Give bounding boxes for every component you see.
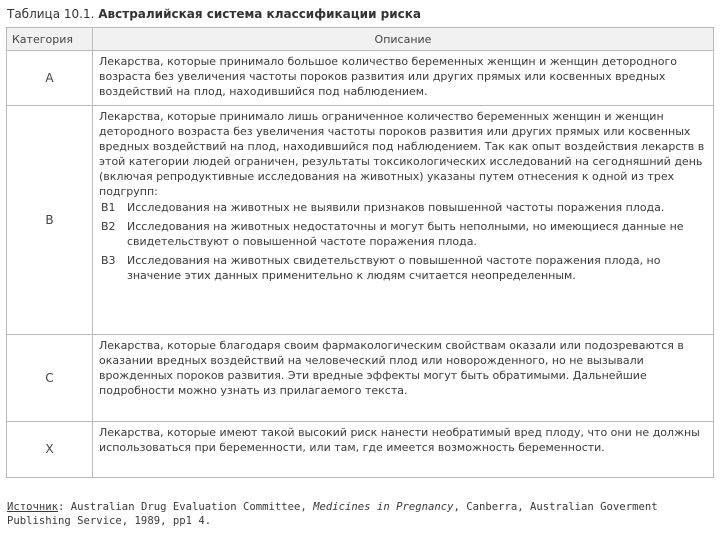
category-cell: B [7,106,93,335]
description-cell [93,51,714,106]
source-suffix: , Canberra, Australian Goverment Publishing Service, 1989, pp1 4. [7,501,658,527]
header-category: Категория [7,28,93,51]
subgroup-list [99,200,705,283]
subgroup-item [99,200,705,215]
description-cell [93,422,714,478]
category-cell: A [7,51,93,106]
subgroup-text: Исследования на животных недостаточны и могут быть неполными, но имеющиеся данные не свидетельствуют о повышенной частоте поражения плода. [127,220,684,248]
subgroup-code: B2 [101,220,116,233]
table-number: Таблица 10.1. [7,7,95,21]
table-title: Австралийская система классификации риска [98,7,422,21]
table-row [7,335,714,422]
description-cell [93,106,714,335]
subgroup-item [99,253,705,283]
description-text: Лекарства, которые имеют такой высокий риск нанести необратимый вред плоду, что они не должны использоваться при беременности, или там, где имеется возможность беременности. [99,426,700,454]
category-cell: X [7,422,93,478]
risk-classification-table [6,27,714,478]
subgroup-item [99,219,705,249]
subgroup-code: B3 [101,254,116,267]
table-row [7,422,714,478]
category-cell: C [7,335,93,422]
description-text: Лекарства, которые благодаря своим фармакологическим свойствам оказали или подозреваются в оказании вредных воздействий на человеческий плод или новорожденного, но не вызывали врожденных пороков развития. Эти вредные эффекты могут быть обратимыми. Дальнейшие подробности можно узнать из прилагаемого текста. [99,339,684,397]
source-label: Источник [7,501,59,513]
source-book-title: Medicines in Pregnancy [313,501,454,513]
table-row [7,51,714,106]
subgroup-text: Исследования на животных свидетельствуют о повышенной частоте поражения плода, но значение этих данных применительно к людям считается неопределенным. [127,254,661,282]
subgroup-code: B1 [101,201,116,214]
description-cell [93,335,714,422]
table-row [7,106,714,335]
table-caption [7,6,421,22]
source-note [7,500,707,528]
description-text: Лекарства, которые принимало лишь ограниченное количество беременных женщин и женщин детородного возраста без увеличения частоты пороков развития или других прямых или косвенных вредных воздействий на плод, находившийся под наблюдением. Так как опыт воздействия лекарств в этой категории людей ограничен, результаты токсикологических исследований на сегодняшний день (включая репродуктивные исследования на животных) указаны путем отнесения к одной из трех подгрупп: [99,110,705,198]
header-description: Описание [93,28,714,51]
subgroup-text: Исследования на животных не выявили признаков повышенной частоты поражения плода. [127,201,665,214]
table-header-row [7,28,714,51]
source-prefix: : Australian Drug Evaluation Committee, [58,501,314,513]
description-text: Лекарства, которые принимало большое количество беременных женщин и женщин детородного возраста без увеличения частоты пороков развития или других прямых или косвенных вредных воздействий на плод, находившийся под наблюдением. [99,55,678,98]
